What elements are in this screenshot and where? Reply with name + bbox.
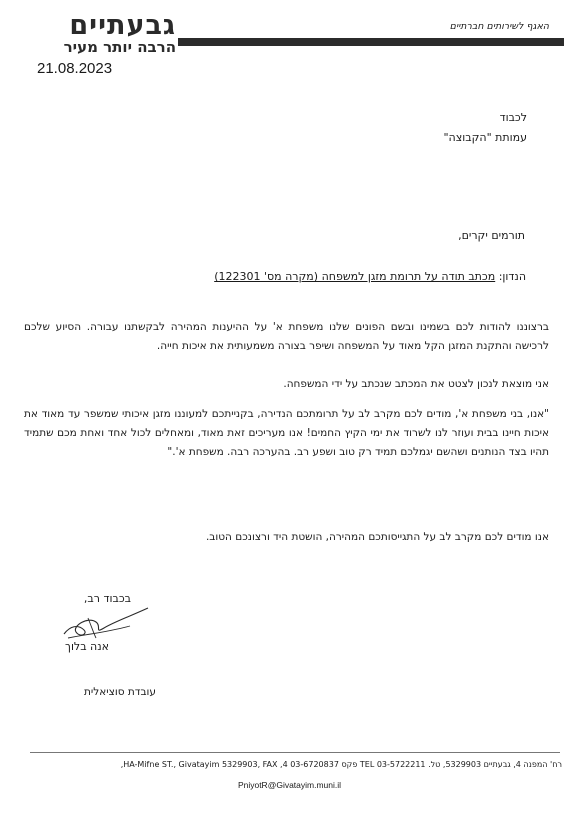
body-paragraph-4: אנו מודים לכם מקרב לב על התגייסותכם המהירה, הושטת היד ורצונכם הטוב. (205, 531, 549, 543)
subject-line (214, 270, 526, 283)
family-quote: "אנו, בני משפחת א', מודים לכם מקרב לב על תרומתכם הנדירה, בקנייתכם למעוננו מזגן איכותי שמשפר עד מאוד את איכות חיינו בבית ועוזר לנו לשרוד את ימי הקיץ החמים! אנו מעריכים זאת מאוד, ומאחלים לכול אחד ואחת מכם שתמיד תהיו בצד הנותנים ושהשם יגמלכם תמיד רק טוב ושפע רב. בהערכה רבה. משפחת א'." (24, 408, 549, 459)
body-paragraph-1: ברצוננו להודות לכם בשמינו ובשם הפונים שלנו משפחת א' על ההיענות המהירה לבקשתנו עבורה. הסיוע שלכם לרכישה והתקנת המזגן הקל מאוד על המשפחה ושיפר בצורה משמעותית את איכות חייה. (24, 321, 549, 353)
recipient-name: עמותת "הקבוצה" (443, 131, 527, 144)
municipality-logo (36, 12, 176, 56)
subject-label: הנדון: (498, 270, 526, 283)
footer-address: רח' המפנה 4, גבעתיים 5329903, טל. 03-5722211 TEL פקס 03-6720837 4, HA-Mifne ST., Givatayim 5329903, FAX, (120, 760, 562, 769)
signoff: בכבוד רב, (83, 592, 131, 605)
body-paragraph-2: אני מוצאת לנכון לצטט את המכתב שנכתב על ידי המשפחה. (283, 378, 549, 390)
letter-date: 21.08.2023 (37, 60, 113, 77)
footer-divider (30, 752, 560, 753)
department-name: האגף לשירותים חברתיים (449, 21, 549, 32)
recipient-salutation: לכבוד (499, 111, 527, 124)
logo-title: גבעתיים (69, 10, 176, 41)
header-bar (178, 38, 564, 46)
logo-subtitle: הרבה יותר מעיר (63, 38, 176, 56)
subject-text: מכתב תודה על תרומת מזגן למשפחה (מקרה מס' 122301) (214, 270, 496, 283)
footer-email: PniyotR@Givatayim.muni.il (237, 780, 342, 790)
signer-name: אנה בלוך (65, 640, 109, 653)
greeting: תורמים יקרים, (458, 229, 525, 242)
handwritten-signature (58, 604, 153, 642)
signer-role: עובדת סוציאלית (84, 686, 156, 698)
